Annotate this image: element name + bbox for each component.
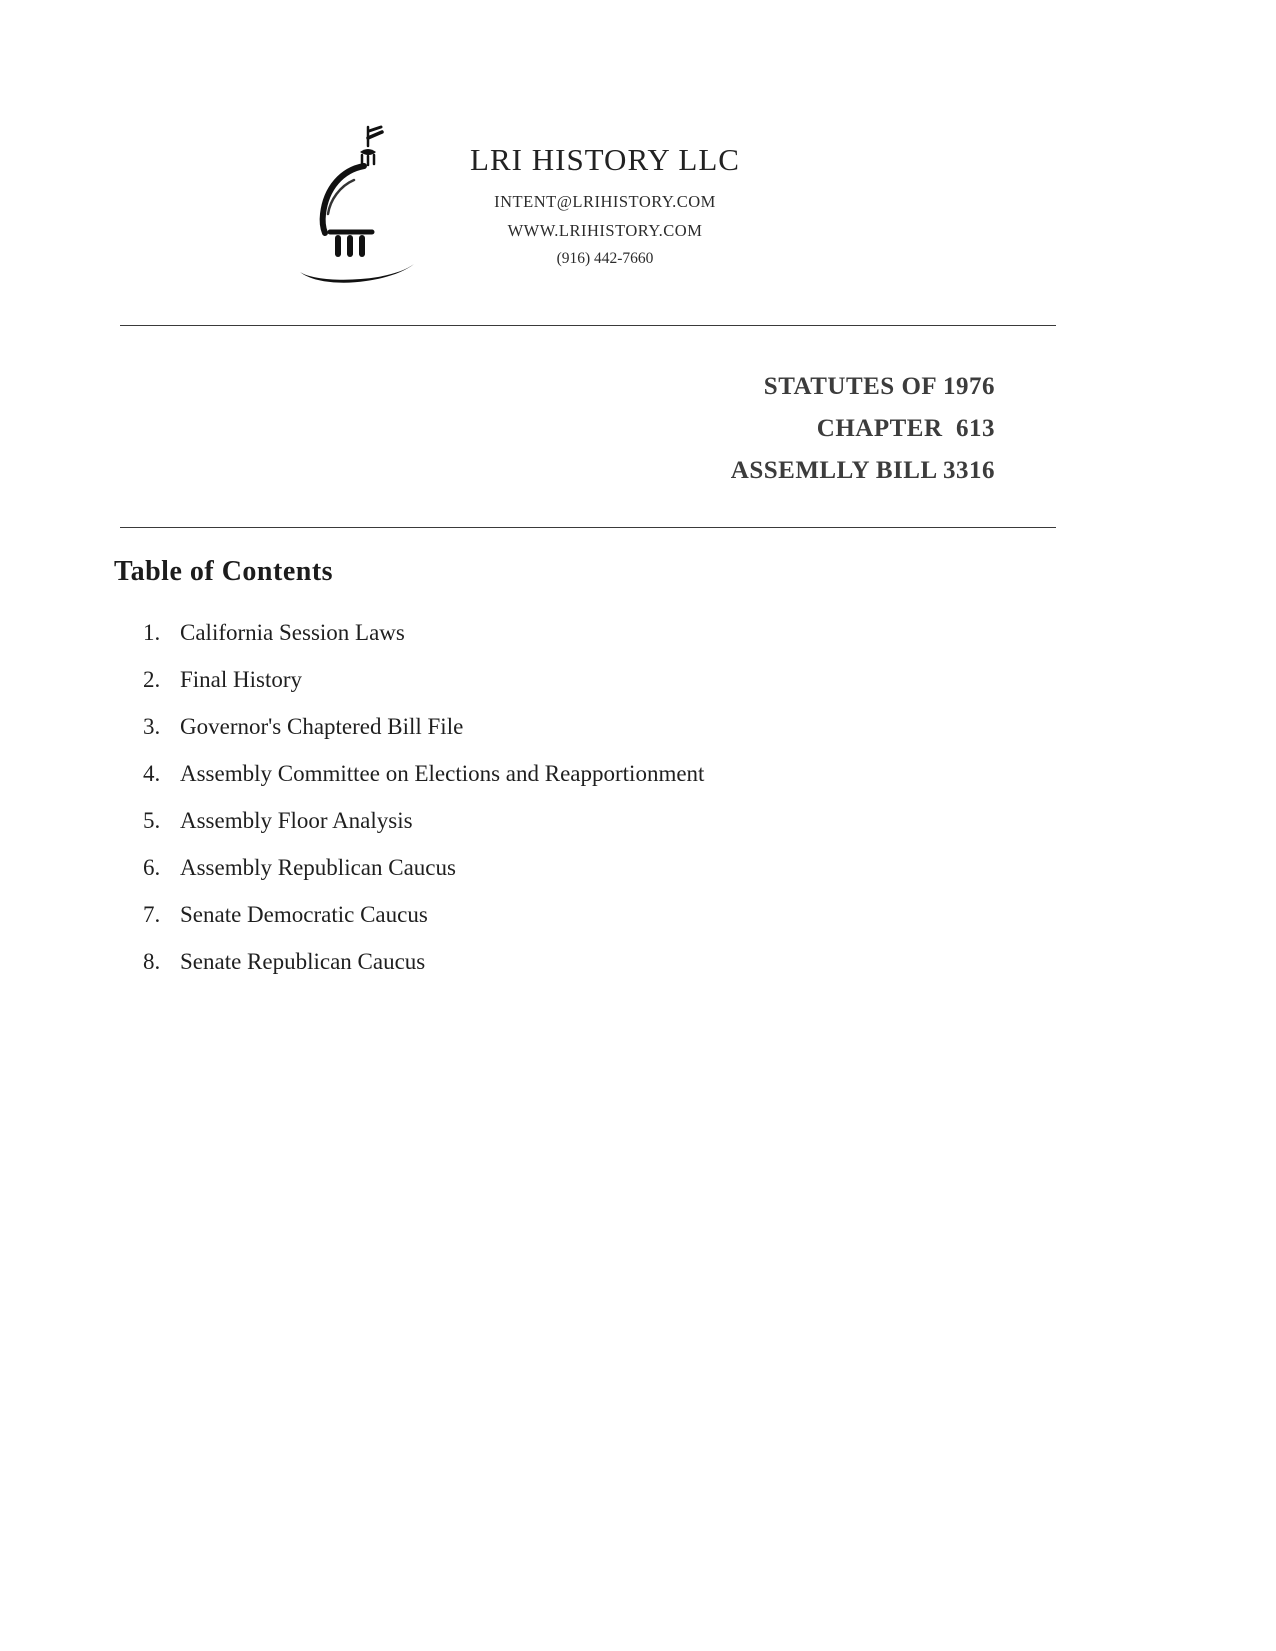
company-website: WWW.LRIHISTORY.COM — [507, 221, 703, 240]
toc-item-label: Assembly Floor Analysis — [180, 808, 413, 833]
toc-item-number: 4. — [143, 761, 161, 786]
toc-title: Table of Contents — [114, 556, 334, 587]
toc-list — [143, 620, 1043, 996]
toc-item — [143, 667, 1043, 714]
toc-item-number: 6. — [143, 855, 161, 880]
toc-item-label: Final History — [180, 667, 303, 692]
horizontal-rule-top — [120, 325, 1056, 326]
toc-item-number: 3. — [143, 714, 161, 739]
toc-item-label: California Session Laws — [180, 620, 405, 645]
toc-item — [143, 855, 1043, 902]
horizontal-rule-bottom — [120, 527, 1056, 528]
company-email: INTENT@LRIHISTORY.COM — [494, 192, 716, 211]
toc-item-number: 8. — [143, 949, 161, 974]
capitol-dome-logo-icon — [292, 122, 442, 287]
toc-item — [143, 620, 1043, 667]
toc-item — [143, 808, 1043, 855]
toc-item-number: 5. — [143, 808, 161, 833]
toc-item-label: Senate Democratic Caucus — [180, 902, 428, 927]
toc-item — [143, 714, 1043, 761]
toc-item — [143, 902, 1043, 949]
case-info-block — [731, 366, 995, 492]
toc-item-label: Assembly Republican Caucus — [180, 855, 456, 880]
statutes-line: STATUTES OF 1976 — [763, 373, 995, 400]
toc-item-number: 1. — [143, 620, 161, 645]
toc-item-label: Senate Republican Caucus — [180, 949, 426, 974]
company-phone: (916) 442-7660 — [556, 250, 654, 267]
toc-item-number: 7. — [143, 902, 161, 927]
toc-item-number: 2. — [143, 667, 161, 692]
toc-item-label: Governor's Chaptered Bill File — [180, 714, 464, 739]
company-name: LRI HISTORY LLC — [470, 142, 740, 177]
chapter-line: CHAPTER 613 — [816, 415, 995, 442]
toc-item — [143, 949, 1043, 996]
toc-item — [143, 761, 1043, 808]
toc-item-label: Assembly Committee on Elections and Reapportionment — [180, 761, 705, 786]
assembly-bill-line: ASSEMLLY BILL 3316 — [730, 457, 995, 484]
letterhead — [440, 142, 770, 268]
